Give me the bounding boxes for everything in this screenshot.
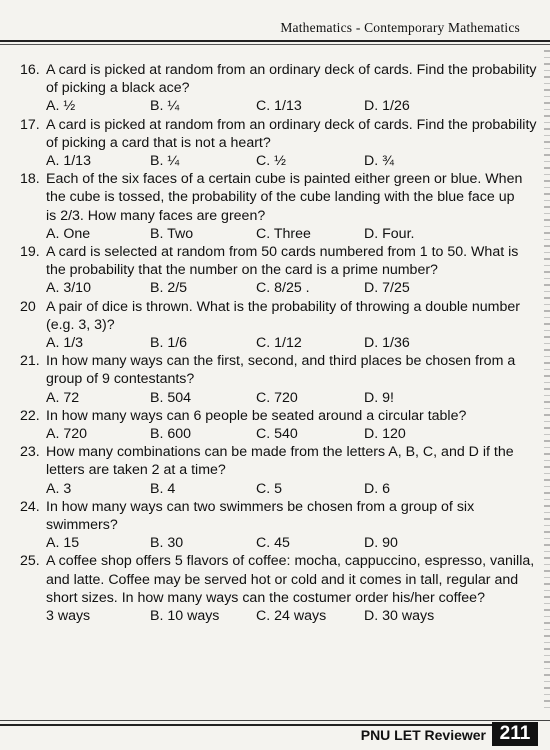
question-item bbox=[14, 298, 542, 353]
answer-choice: D. Four. bbox=[364, 225, 415, 242]
question-line: In how many ways can two swimmers be chosen from a group of six bbox=[46, 498, 475, 515]
answer-choice: A. ½ bbox=[46, 98, 76, 115]
question-text bbox=[14, 443, 542, 461]
question-number: 22. bbox=[20, 407, 40, 424]
answer-choice: C. 8/25 . bbox=[256, 280, 310, 297]
question-text-continued bbox=[14, 316, 542, 334]
question-text bbox=[14, 243, 542, 261]
answer-choice: B. 4 bbox=[150, 480, 176, 497]
answer-choice: C. Three bbox=[256, 225, 311, 242]
question-number: 16. bbox=[20, 62, 40, 78]
question-number: 17. bbox=[20, 116, 40, 133]
answer-choice: C. 720 bbox=[256, 389, 298, 406]
question-line: the cube is tossed, the probability of the cube landing with the blue face up bbox=[46, 189, 515, 206]
question-number: 19. bbox=[20, 243, 40, 260]
answer-choice: D. 6 bbox=[364, 480, 391, 497]
answer-choice: A. 1/13 bbox=[46, 153, 91, 169]
header-rule-thin bbox=[0, 44, 550, 45]
question-line: short sizes. In how many ways can the costumer order his/her coffee? bbox=[46, 589, 485, 606]
answer-choice: C. 1/12 bbox=[256, 334, 302, 351]
footer-rule-thin bbox=[0, 720, 550, 721]
question-item bbox=[14, 407, 542, 443]
answer-choice: A. 72 bbox=[46, 389, 80, 406]
question-line: swimmers? bbox=[46, 516, 118, 533]
question-number: 25. bbox=[20, 553, 40, 570]
question-item bbox=[14, 552, 542, 625]
answer-choice: D. 1/26 bbox=[364, 98, 410, 115]
question-text-continued bbox=[14, 516, 542, 534]
question-text-continued bbox=[14, 370, 542, 388]
question-line: A card is selected at random from 50 cards numbered from 1 to 50. What is bbox=[46, 243, 519, 260]
question-text-continued bbox=[14, 571, 542, 589]
question-text-continued bbox=[14, 134, 542, 152]
question-line: A card is picked at random from an ordinary deck of cards. Find the probability bbox=[46, 116, 537, 133]
answer-choice: B. 1/6 bbox=[150, 334, 188, 351]
question-line: In how many ways can 6 people be seated around a circular table? bbox=[46, 407, 467, 424]
question-line: group of 9 contestants? bbox=[46, 371, 195, 388]
answer-choice: D. ¾ bbox=[364, 153, 394, 169]
question-text bbox=[14, 298, 542, 316]
question-text-continued bbox=[14, 188, 542, 206]
question-text bbox=[14, 61, 542, 79]
answer-choice: B. 504 bbox=[150, 389, 192, 406]
question-line: Each of the six faces of a certain cube is painted either green or blue. When bbox=[46, 171, 523, 188]
question-text bbox=[14, 407, 542, 425]
answer-choice: C. 45 bbox=[256, 535, 290, 552]
question-number: 21. bbox=[20, 353, 40, 370]
answer-choices bbox=[14, 279, 542, 297]
answer-choice: A. 3/10 bbox=[46, 280, 91, 297]
answer-choice: B. ¼ bbox=[150, 153, 180, 169]
question-line: is 2/3. How many faces are green? bbox=[46, 207, 266, 224]
question-text bbox=[14, 116, 542, 134]
question-text bbox=[14, 170, 542, 188]
answer-choice: C. 540 bbox=[256, 425, 298, 442]
question-item bbox=[14, 243, 542, 298]
answer-choices bbox=[14, 152, 542, 170]
question-line: In how many ways can the first, second, and third places be chosen from a bbox=[46, 353, 516, 370]
answer-choices bbox=[14, 607, 542, 625]
question-text-continued bbox=[14, 79, 542, 97]
question-number: 24. bbox=[20, 498, 40, 515]
answer-choices bbox=[14, 425, 542, 443]
answer-choice: D. 120 bbox=[364, 425, 406, 442]
question-item bbox=[14, 170, 542, 243]
question-text bbox=[14, 552, 542, 570]
question-line: of picking a card that is not a heart? bbox=[46, 134, 271, 151]
answer-choice: B. Two bbox=[150, 225, 194, 242]
question-line: of picking a black ace? bbox=[46, 80, 190, 97]
question-line: A pair of dice is thrown. What is the probability of throwing a double number bbox=[46, 298, 520, 315]
answer-choice: D. 9! bbox=[364, 389, 394, 406]
answer-choice: C. 1/13 bbox=[256, 98, 302, 115]
answer-choices bbox=[14, 389, 542, 407]
question-text-continued bbox=[14, 461, 542, 479]
question-number: 20 bbox=[20, 298, 36, 315]
question-number: 23. bbox=[20, 444, 40, 461]
header-rule bbox=[0, 40, 550, 42]
header-title: Mathematics - Contemporary Mathematics bbox=[280, 20, 520, 35]
question-item bbox=[14, 61, 542, 116]
question-text bbox=[14, 498, 542, 516]
answer-choices bbox=[14, 480, 542, 498]
answer-choices bbox=[14, 334, 542, 352]
answer-choices bbox=[14, 534, 542, 552]
question-number: 18. bbox=[20, 171, 40, 188]
question-line: A coffee shop offers 5 flavors of coffee: mocha, cappuccino, espresso, vanilla, bbox=[46, 553, 535, 570]
answer-choice: B. 600 bbox=[150, 425, 192, 442]
answer-choice: D. 1/36 bbox=[364, 334, 410, 351]
question-line: the probability that the number on the card is a prime number? bbox=[46, 262, 438, 279]
answer-choice: D. 90 bbox=[364, 535, 398, 552]
answer-choices bbox=[14, 97, 542, 115]
answer-choice: B. 10 ways bbox=[150, 607, 220, 624]
answer-choice: C. ½ bbox=[256, 153, 286, 169]
question-line: (e.g. 3, 3)? bbox=[46, 316, 115, 333]
answer-choice: 3 ways bbox=[46, 607, 91, 624]
question-item bbox=[14, 352, 542, 407]
question-item bbox=[14, 116, 542, 171]
footer-rule bbox=[0, 724, 495, 726]
answer-choice: C. 24 ways bbox=[256, 607, 327, 624]
question-line: How many combinations can be made from the letters A, B, C, and D if the bbox=[46, 444, 514, 461]
question-item bbox=[14, 443, 542, 498]
answer-choice: C. 5 bbox=[256, 480, 283, 497]
answer-choice: A. 3 bbox=[46, 480, 72, 497]
answer-choice: A. One bbox=[46, 225, 91, 242]
answer-choice: A. 720 bbox=[46, 425, 88, 442]
answer-choice: D. 7/25 bbox=[364, 280, 410, 297]
answer-choice: B. 30 bbox=[150, 535, 184, 552]
question-line: and latte. Coffee may be served hot or cold and it comes in tall, regular and bbox=[46, 571, 519, 588]
question-text-continued bbox=[14, 589, 542, 607]
question-text-continued bbox=[14, 261, 542, 279]
answer-choices bbox=[14, 225, 542, 243]
answer-choice: B. ¼ bbox=[150, 98, 180, 115]
answer-choice: A. 15 bbox=[46, 535, 80, 552]
question-list bbox=[14, 61, 542, 625]
question-item bbox=[14, 498, 542, 553]
question-line: letters are taken 2 at a time? bbox=[46, 462, 226, 479]
page-number: 211 bbox=[492, 722, 538, 746]
footer-label: PNU LET Reviewer bbox=[360, 727, 486, 743]
question-line: A card is picked at random from an ordinary deck of cards. Find the probability bbox=[46, 62, 537, 78]
question-text-continued bbox=[14, 207, 542, 225]
question-text bbox=[14, 352, 542, 370]
scan-edge-shadow bbox=[544, 50, 550, 710]
answer-choice: D. 30 ways bbox=[364, 607, 435, 624]
answer-choice: B. 2/5 bbox=[150, 280, 188, 297]
answer-choice: A. 1/3 bbox=[46, 334, 84, 351]
